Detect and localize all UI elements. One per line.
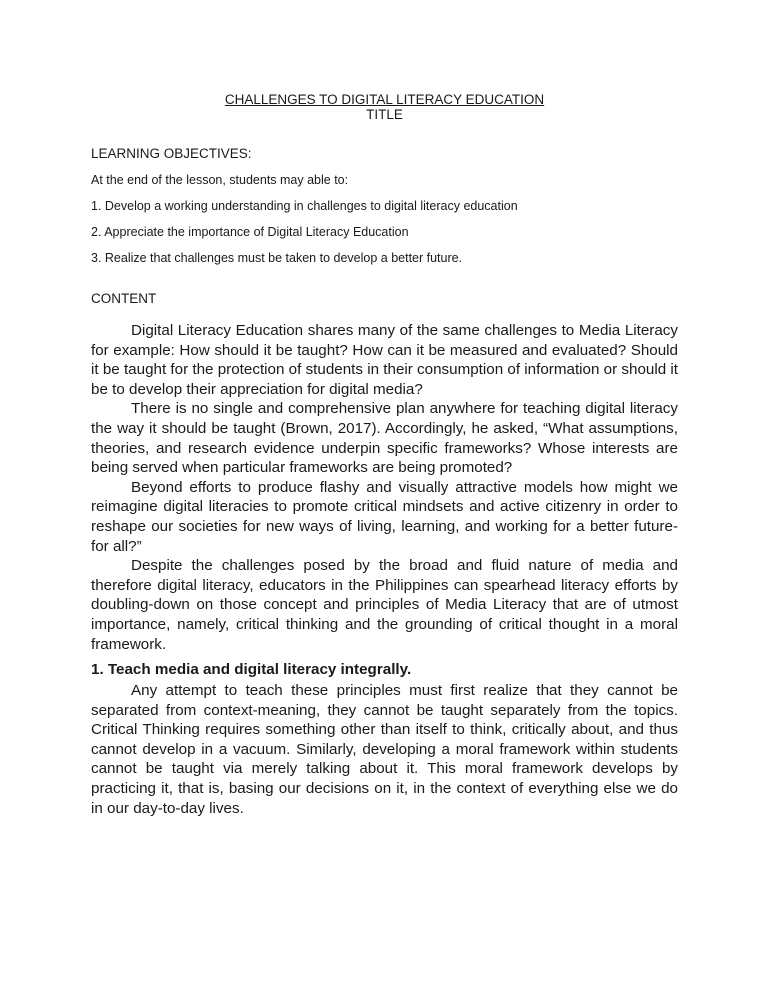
title-block: [91, 92, 678, 122]
objectives-heading: LEARNING OBJECTIVES:: [91, 146, 252, 161]
objective-item-2: 2. Appreciate the importance of Digital Literacy Education: [91, 225, 409, 239]
content-paragraph-1: Digital Literacy Education shares many of the same challenges to Media Literacy for example: How should it be taught? How can it be measured and evaluated? Should it be taught for the protection of students in their consumption of information or should it be to develop their appreciation for digital media?: [91, 322, 678, 398]
content-paragraph-3: Beyond efforts to produce flashy and visually attractive models how might we reimagine digital literacies to promote critical mindsets and active citizenry in order to reshape our societies for new ways of living, learning, and working for a better future-for all?”: [91, 478, 678, 555]
section-1-body: [91, 681, 678, 818]
content-heading: CONTENT: [91, 291, 157, 306]
document-title: CHALLENGES TO DIGITAL LITERACY EDUCATION: [224, 92, 545, 107]
document-subtitle: TITLE: [366, 107, 403, 122]
section-1-heading: 1. Teach media and digital literacy integrally.: [91, 661, 412, 678]
section-1-paragraph: Any attempt to teach these principles must first realize that they cannot be separated from context-meaning, they cannot be taught separately from the topics. Critical Thinking requires something other than itself to think, critically about, and thus cannot develop in a vacuum. Similarly, developing a moral framework within students cannot be taught via merely talking about it. This moral framework develops by practicing it, that is, basing our decisions on it, in the context of everything else we do in our day-to-day lives.: [91, 682, 678, 817]
objective-item-3: 3. Realize that challenges must be taken to develop a better future.: [91, 251, 463, 265]
objectives-intro: At the end of the lesson, students may able to:: [91, 173, 349, 187]
content-paragraph-2: There is no single and comprehensive plan anywhere for teaching digital literacy the way it should be taught (Brown, 2017). Accordingly, he asked, “What assumptions, theories, and research evidence underpin specific frameworks? Whose interests are being served when particular frameworks are being promoted?: [91, 400, 678, 477]
content-body: [91, 321, 678, 654]
content-paragraph-4: Despite the challenges posed by the broad and fluid nature of media and therefore digital literacy, educators in the Philippines can spearhead literacy efforts by doubling-down on those concept and principles of Media Literacy that are of utmost importance, namely, critical thinking and the grounding of critical thought in a moral framework.: [91, 557, 678, 653]
objective-item-1: 1. Develop a working understanding in challenges to digital literacy education: [91, 199, 518, 213]
